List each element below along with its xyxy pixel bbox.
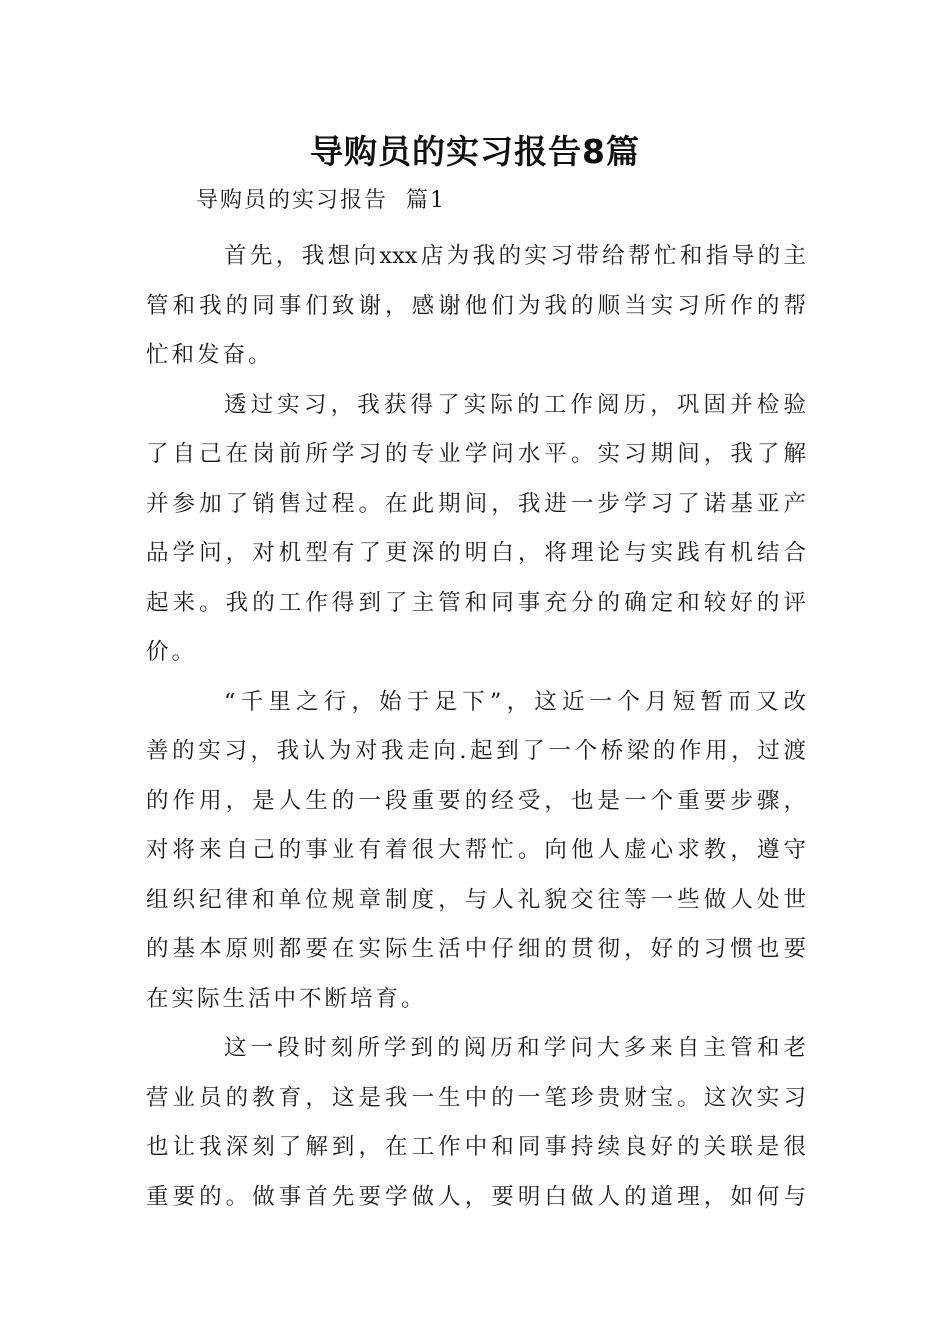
paragraph-line: 起来。我的工作得到了主管和同事充分的确定和较好的评 [146, 589, 806, 616]
paragraph-line: 善的实习，我认为对我走向.起到了一个桥梁的作用，过渡 [146, 738, 806, 764]
paragraph-line: 价。 [146, 639, 198, 665]
paragraph-line: 营业员的教育，这是我一生中的一笔珍贵财宝。这次实习 [146, 1084, 806, 1111]
paragraph-line: 在实际生活中不断培育。 [146, 985, 427, 1012]
paragraph-2 [146, 381, 806, 678]
section-heading: 导购员的实习报告 篇1 [196, 188, 446, 213]
paragraph-line: 管和我的同事们致谢，感谢他们为我的顺当实习所作的帮 [146, 292, 806, 319]
document-body [146, 232, 806, 1222]
paragraph-line: 重要的。做事首先要学做人，要明白做人的道理，如何与 [146, 1183, 806, 1210]
paragraph-line: 这一段时刻所学到的阅历和学问大多来自主管和老 [224, 1035, 806, 1061]
paragraph-line: 首先，我想向xxx店为我的实习带给帮忙和指导的主 [224, 243, 806, 269]
paragraph-line: 并参加了销售过程。在此期间，我进一步学习了诺基亚产 [146, 490, 806, 517]
paragraph-line: “千里之行，始于足下”，这近一个月短暂而又改 [224, 688, 806, 715]
document-title: 导购员的实习报告8篇 [310, 132, 640, 171]
paragraph-line: 透过实习，我获得了实际的工作阅历，巩固并检验 [224, 391, 806, 418]
paragraph-line: 了自己在岗前所学习的专业学问水平。实习期间，我了解 [146, 441, 806, 467]
paragraph-line: 的基本原则都要在实际生活中仔细的贯彻，好的习惯也要 [146, 936, 806, 962]
paragraph-line: 也让我深刻了解到，在工作中和同事持续良好的关联是很 [146, 1134, 806, 1160]
paragraph-4 [146, 1024, 806, 1222]
paragraph-line: 组织纪律和单位规章制度，与人礼貌交往等一些做人处世 [146, 886, 806, 913]
paragraph-line: 的作用，是人生的一段重要的经受，也是一个重要步骤， [146, 787, 806, 814]
paragraph-line: 品学问，对机型有了更深的明白，将理论与实践有机结合 [146, 540, 806, 566]
paragraph-3 [146, 678, 806, 1025]
paragraph-line: 忙和发奋。 [146, 342, 274, 368]
paragraph-line: 对将来自己的事业有着很大帮忙。向他人虚心求教，遵守 [146, 837, 806, 863]
paragraph-1 [146, 232, 806, 381]
